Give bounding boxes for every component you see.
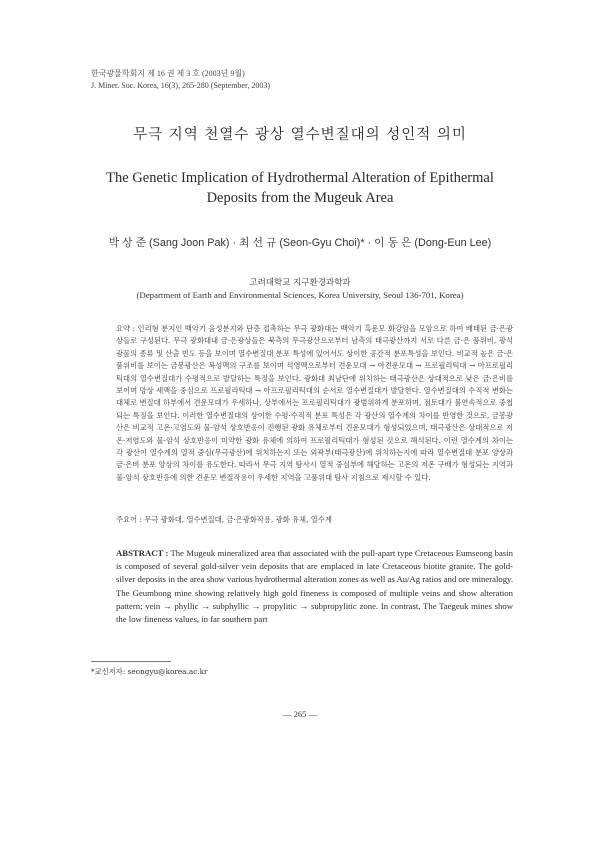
paper-title-english-line-1: The Genetic Implication of Hydrothermal Alteration of Epithermal bbox=[106, 170, 494, 186]
affiliation-english: (Department of Earth and Environmental Sciences, Korea University, Seoul 136-701, Korea) bbox=[136, 290, 464, 300]
footnote-divider bbox=[91, 661, 171, 662]
paper-title-english bbox=[0, 168, 600, 208]
page-number: — 265 — bbox=[283, 709, 317, 719]
abstract-english bbox=[116, 547, 513, 626]
journal-header bbox=[91, 68, 270, 92]
paper-title-korean: 무극 지역 천열수 광상 열수변질대의 성인적 의미 bbox=[133, 127, 467, 143]
abstract-label: ABSTRACT : bbox=[116, 548, 169, 558]
journal-citation-en: J. Miner. Soc. Korea, 16(3), 265-280 (September, 2003) bbox=[91, 81, 270, 90]
abstract-korean: 요약 : 인리형 분지인 백악기 음성분지와 단층 접촉하는 무극 광화대는 백악기 흑운모 화강암을 모암으로 하여 배태된 금·은광상들로 구성된다. 무극 광화대내 금·은광상들은 북측의 무극광산으로부터 남측의 태극광산까지 서로 다른 금·은 품위비, 광석광물의 종류 및 산출 빈도 등을 보이며 열수변질대 분포 특성에 있어서도 상이한 공간적 분포특성을 보인다. 비교적 높은 금·은 품위비를 보이는 금봉광산은 복성맥의 구조를 보이며 석영맥으로부터 견운모대 → 아견운모대 → 프로필리틱대 → 아프로필리틱대의 열수변질대가 수평적으로 발달하는 특징을 보인다. 광화대 최남단에 위치하는 태극광산은 상대적으로 낮은 금·은비를 보이며 망상 세맥을 중심으로 프로필리틱대 → 아프로필리틱대의 순서로 열수변질대가 발달한다. 열수변질대의 수직적 변화는 대체로 변질대 하부에서 견운모대가 우세하나, 상부에서는 프로필리틱대가 광범위하게 분포하며, 점토대가 불연속적으로 중첩되는 특징을 보인다. 이러한 열수변질대의 상이한 수평·수직적 분포 특성은 각 광산의 열수계의 차이를 반영한 것으로, 금봉광산은 비교적 고온·고염도와 물-암석 상호반응이 진행된 광화 유체로부터 견운모대가 형성되었으며, 태극광산은 상대적으로 저온·저염도와 물-암석 상호반응이 미약한 광화 유체에 의하여 프로필리틱대가 형성된 것으로 해석된다. 이런 열수계의 차이는 각 광산이 열수계의 열적 중심(무극광산)에 위치하는지 또는 외곽부(태극광산)에 위치하는지에 따라 열수변질대 분포 양상과 금·은비 분포 양상의 차이를 유도한다. 따라서 무극 지역 탐사시 열적 중심부에 해당하는 고온의 저온 구배가 형성되는 지역과 물-암석 상호반응에 의한 견운모 변질작용이 우세한 지역을 고품위대 탐사 지침으로 제시할 수 있다. bbox=[116, 324, 513, 482]
journal-citation-ko: 한국광물학회지 제 16 권 제 3 호 (2003년 9월) bbox=[91, 69, 245, 78]
affiliation-korean: 고려대학교 지구환경과학과 bbox=[249, 278, 351, 288]
author-list: 박 상 준 (Sang Joon Pak) · 최 선 규 (Seon-Gyu Choi)* · 이 동 은 (Dong-Eun Lee) bbox=[108, 237, 492, 249]
paper-title-english-line-2: Deposits from the Mugeuk Area bbox=[206, 190, 394, 206]
abstract-english-text: The Mugeuk mineralized area that associated with the pull-apart type Cretaceous Eumseong basin is composed of several gold-silver vein deposits that are emplaced in late Cretaceous biotite granite. The gold-silver deposits in the area show various hydrothermal alteration zones as well as Au/Ag ratios and ore mineralogy. The Geumbong mine showing relatively high gold fineness is composed of multiple veins and show alteration pattern; vein → phyllic → subphyllic → propylitic → subpropylitic zone. In contrast, The Taegeuk mines show the low fineness values, in far southern part bbox=[116, 548, 514, 625]
corresponding-author-footnote: *교신저자: seongyu@korea.ac.kr bbox=[91, 667, 208, 676]
keywords-korean: 주요어 : 무극 광화대, 열수변질대, 금·은광화작용, 광화 유체, 열수계 bbox=[116, 515, 332, 524]
